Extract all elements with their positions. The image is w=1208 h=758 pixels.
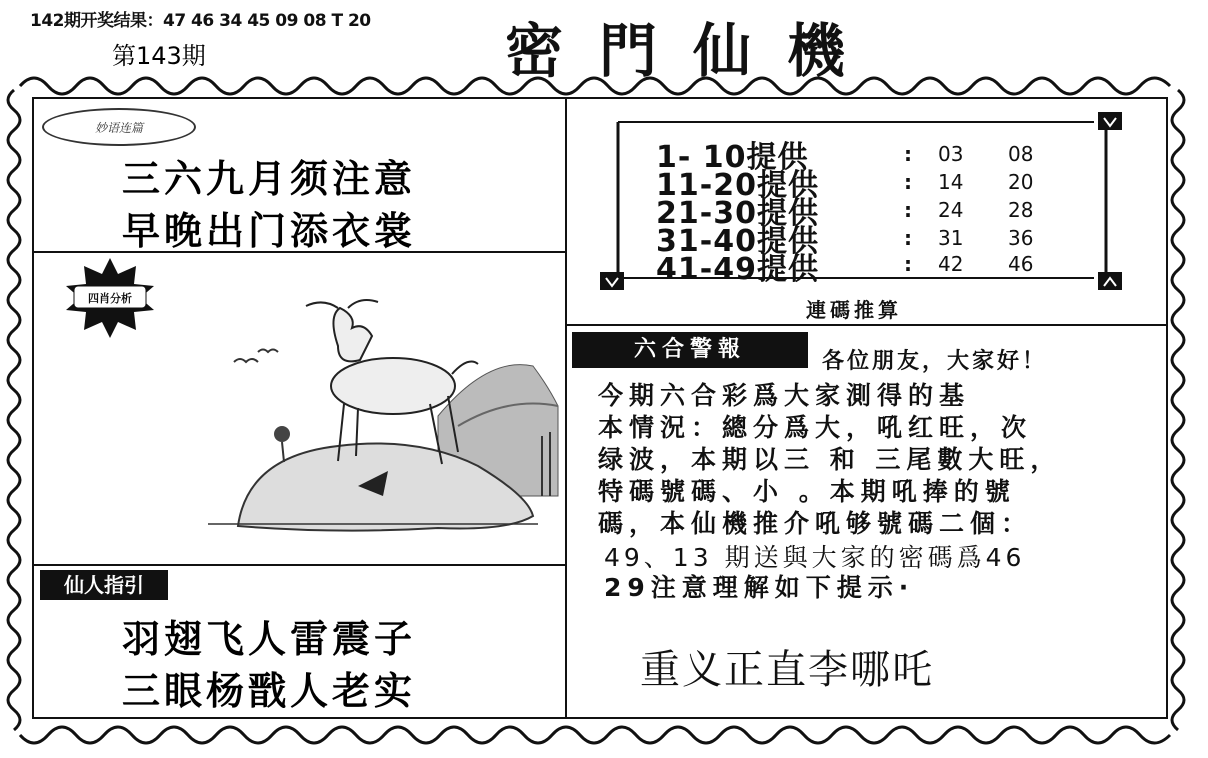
range-row-4: 31-40提供 [656, 224, 819, 259]
row-4-num-b: 36 [1008, 226, 1034, 250]
alert-line-4: 特碼號碼、小 。本期吼捧的號 [598, 477, 1016, 506]
row-5-num-a: 42 [938, 252, 964, 276]
alert-line-6: 49、13 期送與大家的密碼爲46 [604, 543, 1026, 572]
poem-line-1: 三六九月须注意 [122, 156, 417, 201]
issue-number: 第143期 [112, 42, 206, 70]
star-badge-label: 四肖分析 [88, 292, 132, 305]
table-footer: 連碼推算 [806, 298, 902, 322]
colon: : [904, 252, 912, 276]
colon: : [904, 226, 912, 250]
alert-line-7: 29注意理解如下提示· [604, 573, 915, 602]
row-3-num-b: 28 [1008, 198, 1034, 222]
poem-line-2: 早晚出门添衣裳 [122, 208, 417, 253]
page-title: 密門仙機 [505, 17, 882, 85]
bottom-wave [20, 727, 1170, 743]
alert-tag: 六合警報 [572, 332, 808, 368]
alert-greeting: 各位朋友，大家好！ [822, 349, 1048, 374]
alert-line-5: 碼，本仙機推介吼够號碼二個： [598, 509, 1033, 538]
top-wave [20, 78, 1170, 94]
row-1-num-b: 08 [1008, 142, 1034, 166]
hint-answer: 重义正直李哪吒 [640, 647, 934, 693]
row-5-num-b: 46 [1008, 252, 1034, 276]
colon: : [904, 142, 912, 166]
alert-line-1: 今期六合彩爲大家測得的基 [598, 381, 971, 410]
range-row-5: 41-49提供 [656, 252, 819, 287]
right-wave [1172, 90, 1184, 730]
xianren-tag: 仙人指引 [40, 570, 168, 600]
flower-icon [274, 426, 290, 442]
alert-line-3: 绿波，本期以三 和 三尾數大旺， [598, 445, 1062, 474]
left-wave [8, 90, 20, 730]
miaoyu-badge: 妙语连篇 [42, 108, 196, 146]
row-2-num-a: 14 [938, 170, 964, 194]
hint-poem-line-1: 羽翅飞人雷震子 [122, 616, 417, 661]
hint-poem-line-2: 三眼杨戬人老实 [122, 668, 417, 713]
row-2-num-b: 20 [1008, 170, 1034, 194]
colon: : [904, 170, 912, 194]
range-row-1: 1- 10提供 [656, 140, 809, 175]
row-4-num-a: 31 [938, 226, 964, 250]
colon: : [904, 198, 912, 222]
previous-results: 142期开奖结果：47 46 34 45 09 08 T 20 [30, 11, 371, 31]
row-3-num-a: 24 [938, 198, 964, 222]
row-1-num-a: 03 [938, 142, 964, 166]
goat-illustration [38, 256, 562, 562]
alert-line-2: 本情況：總分爲大，吼红旺，次 [598, 413, 1033, 442]
range-row-3: 21-30提供 [656, 196, 819, 231]
range-row-2: 11-20提供 [656, 168, 819, 203]
